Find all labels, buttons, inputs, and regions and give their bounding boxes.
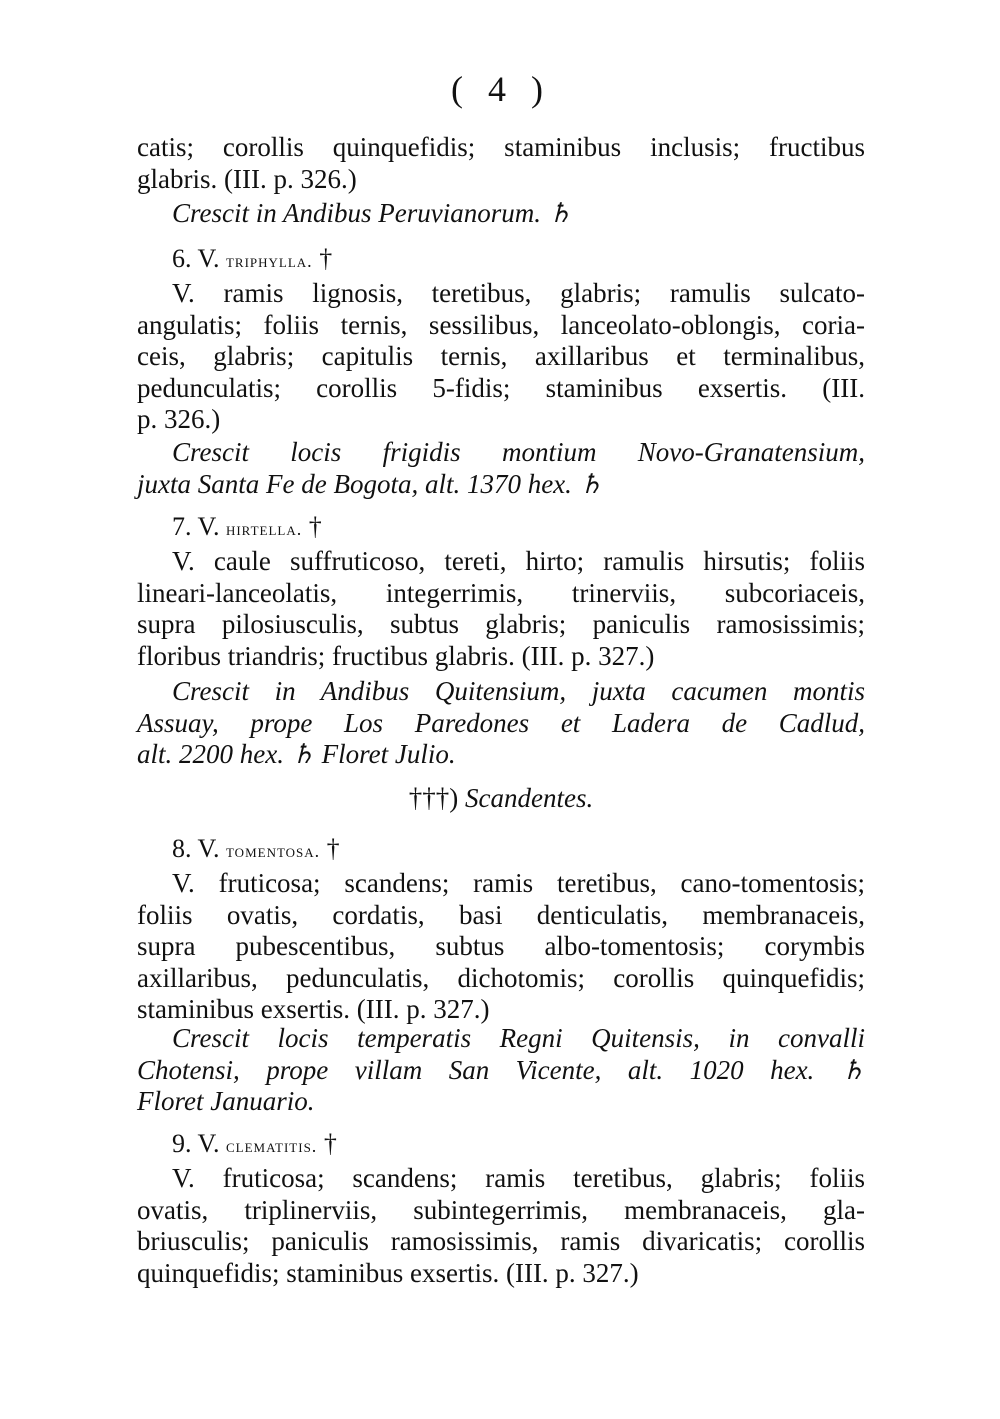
- text-line: floribus triandris; fructibus glabris. (III. p. 327.): [137, 640, 655, 671]
- text-line: V. fruticosa; scandens; ramis teretibus, glabris; foliis: [172, 1163, 865, 1193]
- species-number: 8. V.: [172, 834, 220, 863]
- crescit-note: [137, 1023, 865, 1118]
- dagger-mark: †: [308, 512, 322, 541]
- text-line: quinquefidis; staminibus exsertis. (III. p. 327.): [137, 1257, 639, 1288]
- text-line: supra pilosiusculis, subtus glabris; paniculis ramosissimis;: [137, 609, 865, 639]
- text-line: Crescit locis frigidis montium Novo-Granatensium,: [172, 437, 865, 467]
- species-description: [137, 546, 865, 672]
- page-number: ( 4 ): [451, 69, 551, 109]
- text-line: p. 326.): [137, 404, 221, 434]
- species-heading: [172, 243, 332, 277]
- species-number: 6. V.: [172, 244, 220, 273]
- species-description: [137, 278, 865, 436]
- text-line: supra pubescentibus, subtus albo-tomentosis; corymbis: [137, 931, 865, 961]
- text-line: axillaribus, pedunculatis, dichotomis; corollis quinquefidis;: [137, 962, 865, 993]
- text-line: juxta Santa Fe de Bogota, alt. 1370 hex. ♄: [137, 468, 603, 499]
- dagger-mark: †: [319, 244, 333, 273]
- crescit-note: [137, 676, 865, 771]
- text-line: Floret Januario.: [137, 1086, 315, 1116]
- text-line: V. ramis lignosis, teretibus, glabris; ramulis sulcato-: [172, 278, 865, 308]
- text-line: Assuay, prope Los Paredones et Ladera de Cadlud,: [137, 707, 865, 738]
- species-name: hirtella.: [225, 519, 303, 539]
- section-marks: †††): [408, 783, 459, 813]
- text-line: lineari-lanceolatis, integerrimis, trinerviis, subcoriaceis,: [137, 577, 865, 608]
- text-line: glabris. (III. p. 326.): [137, 163, 357, 194]
- section-heading: [137, 783, 865, 814]
- text-line: Crescit in Andibus Quitensium, juxta cacumen montis: [172, 676, 865, 706]
- text-line: ovatis, triplinerviis, subintegerrimis, membranaceis, gla-: [137, 1194, 865, 1225]
- text-line: catis; corollis quinquefidis; staminibus inclusis; fructibus: [137, 132, 865, 162]
- species-name: clematitis.: [225, 1136, 318, 1156]
- species-heading: [172, 511, 322, 545]
- text-line: V. caule suffruticoso, tereti, hirto; ramulis hirsutis; foliis: [172, 546, 865, 576]
- text-line: Crescit in Andibus Peruvianorum. ♄: [172, 198, 572, 228]
- text-line: staminibus exsertis. (III. p. 327.): [137, 994, 490, 1024]
- species-description: [137, 868, 865, 1026]
- text-line: Chotensi, prope villam San Vicente, alt. 1020 hex. ♄: [137, 1054, 865, 1085]
- text-line: Crescit locis temperatis Regni Quitensis, in convalli: [172, 1023, 865, 1053]
- species-number: 7. V.: [172, 512, 220, 541]
- text-line: angulatis; foliis ternis, sessilibus, lanceolato-oblongis, coria-: [137, 309, 865, 340]
- species-heading: [172, 1128, 337, 1162]
- species-number: 9. V.: [172, 1129, 220, 1158]
- crescit-note: [137, 198, 865, 230]
- crescit-note: [137, 437, 865, 500]
- species-name: tomentosa.: [225, 841, 321, 861]
- dagger-mark: †: [326, 834, 340, 863]
- text-line: briusculis; paniculis ramosissimis, ramis divaricatis; corollis: [137, 1226, 865, 1256]
- species-heading: [172, 833, 340, 867]
- section-label: Scandentes.: [465, 783, 594, 813]
- text-line: alt. 2200 hex. ♄ Floret Julio.: [137, 739, 456, 769]
- text-line: ceis, glabris; capitulis ternis, axillaribus et terminalibus,: [137, 341, 865, 371]
- species5-continuation: [137, 132, 865, 195]
- species-name: triphylla.: [225, 251, 313, 271]
- text-line: foliis ovatis, cordatis, basi denticulatis, membranaceis,: [137, 899, 865, 930]
- dagger-mark: †: [323, 1129, 337, 1158]
- species-description: [137, 1163, 865, 1289]
- text-line: pedunculatis; corollis 5-fidis; staminibus exsertis. (III.: [137, 372, 865, 403]
- text-line: V. fruticosa; scandens; ramis teretibus, cano-tomentosis;: [172, 868, 865, 898]
